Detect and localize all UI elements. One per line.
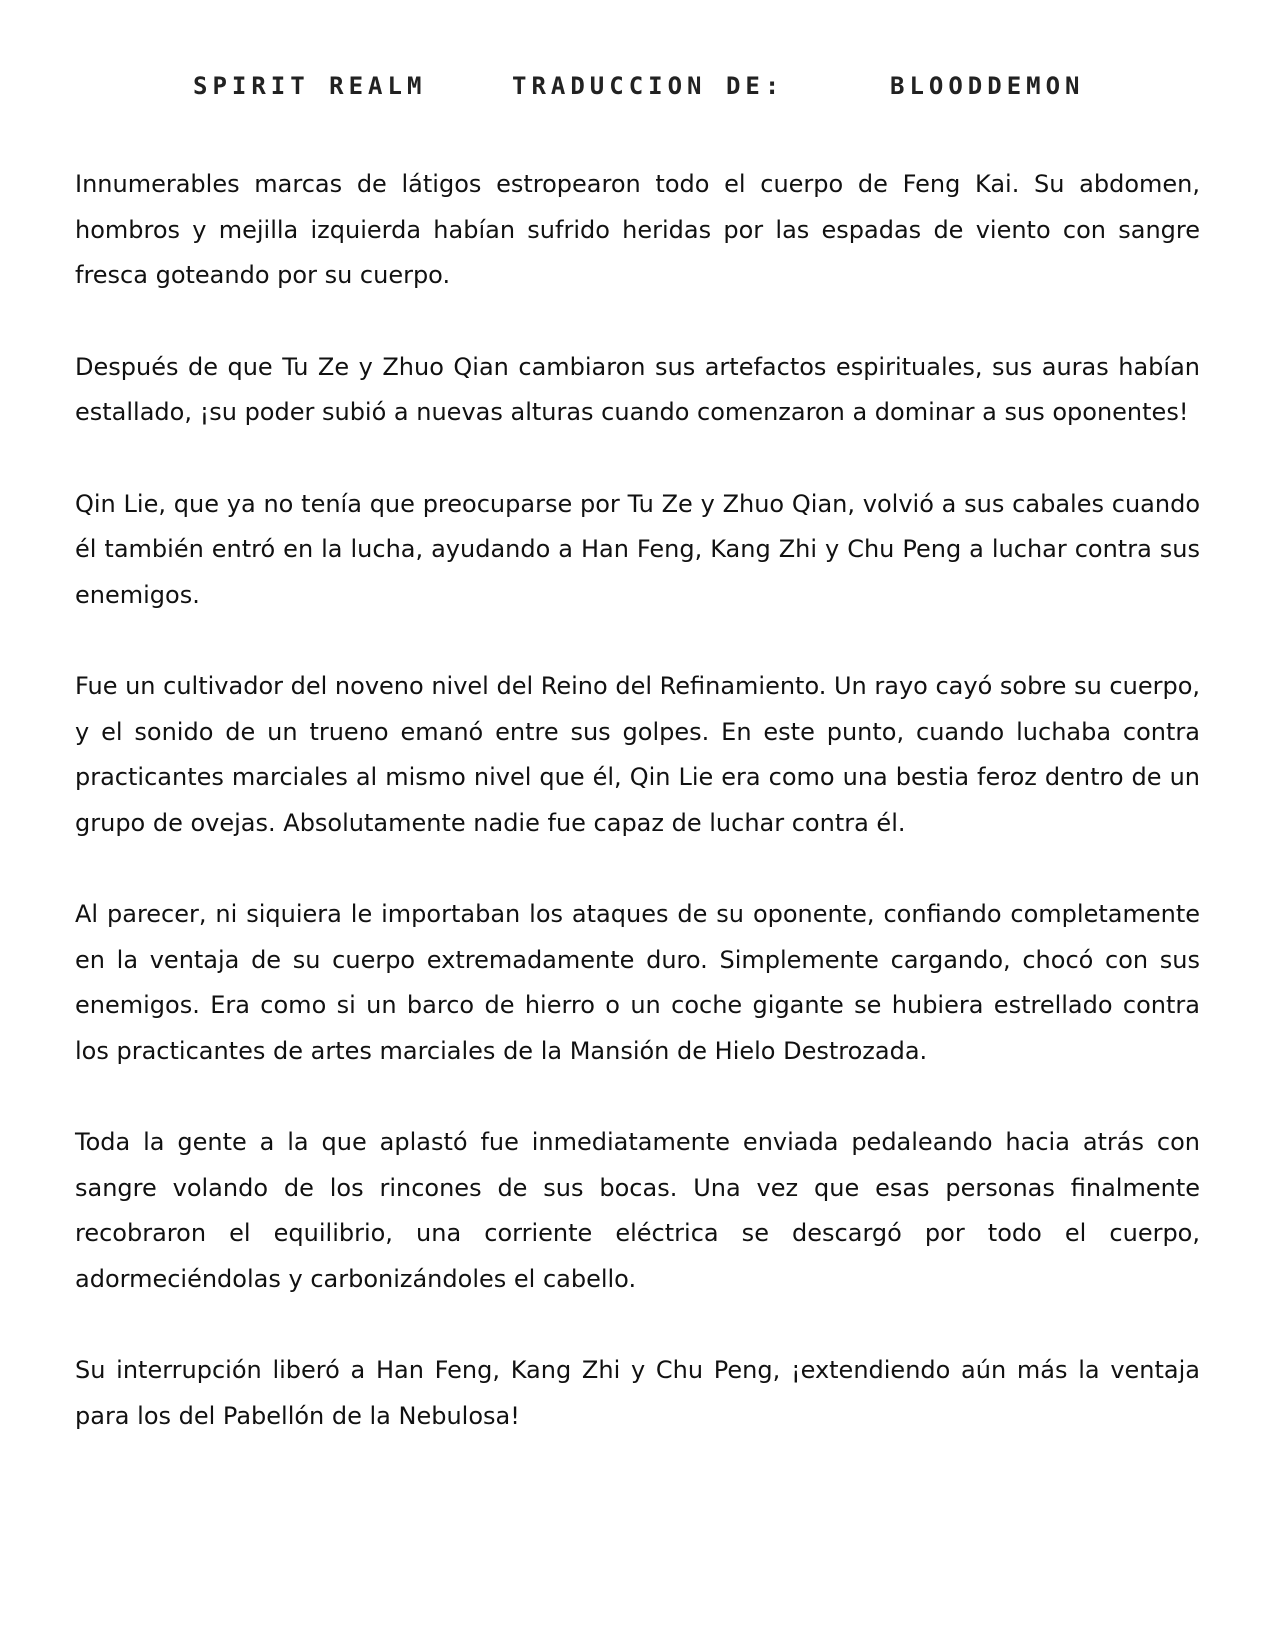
document-body	[75, 162, 1200, 1485]
header-title: SPIRIT REALM	[193, 72, 427, 100]
page-header	[0, 72, 1275, 112]
paragraph: Después de que Tu Ze y Zhuo Qian cambiaron sus artefactos espirituales, sus auras habían estallado, ¡su poder subió a nuevas alturas cuando comenzaron a dominar a sus oponentes!	[75, 352, 1200, 426]
paragraph: Su interrupción liberó a Han Feng, Kang Zhi y Chu Peng, ¡extendiendo aún más la ventaja para los del Pabellón de la Nebulosa!	[75, 1356, 1200, 1430]
paragraph: Innumerables marcas de látigos estropearon todo el cuerpo de Feng Kai. Su abdomen, hombros y mejilla izquierda habían sufrido heridas por las espadas de viento con sangre fresca goteando por su cuerpo.	[75, 170, 1200, 289]
header-translation-label: TRADUCCION DE:	[512, 72, 785, 100]
paragraph: Fue un cultivador del noveno nivel del Reino del Refinamiento. Un rayo cayó sobre su cuerpo, y el sonido de un trueno emanó entre sus golpes. En este punto, cuando luchaba contra practicantes marciales al mismo nivel que él, Qin Lie era como una bestia feroz dentro de un grupo de ovejas. Absolutamente nadie fue capaz de luchar contra él.	[75, 672, 1200, 837]
header-translator: BLOODDEMON	[890, 72, 1085, 100]
paragraph: Toda la gente a la que aplastó fue inmediatamente enviada pedaleando hacia atrás con sangre volando de los rincones de sus bocas. Una vez que esas personas finalmente recobraron el equilibrio, una corriente eléctrica se descargó por todo el cuerpo, adormeciéndolas y carbonizándoles el cabello.	[75, 1128, 1200, 1293]
paragraph: Al parecer, ni siquiera le importaban los ataques de su oponente, confiando completamente en la ventaja de su cuerpo extremadamente duro. Simplemente cargando, chocó con sus enemigos. Era como si un barco de hierro o un coche gigante se hubiera estrellado contra los practicantes de artes marciales de la Mansión de Hielo Destrozada.	[75, 900, 1200, 1065]
paragraph: Qin Lie, que ya no tenía que preocuparse por Tu Ze y Zhuo Qian, volvió a sus cabales cuando él también entró en la lucha, ayudando a Han Feng, Kang Zhi y Chu Peng a luchar contra sus enemigos.	[75, 489, 1200, 609]
